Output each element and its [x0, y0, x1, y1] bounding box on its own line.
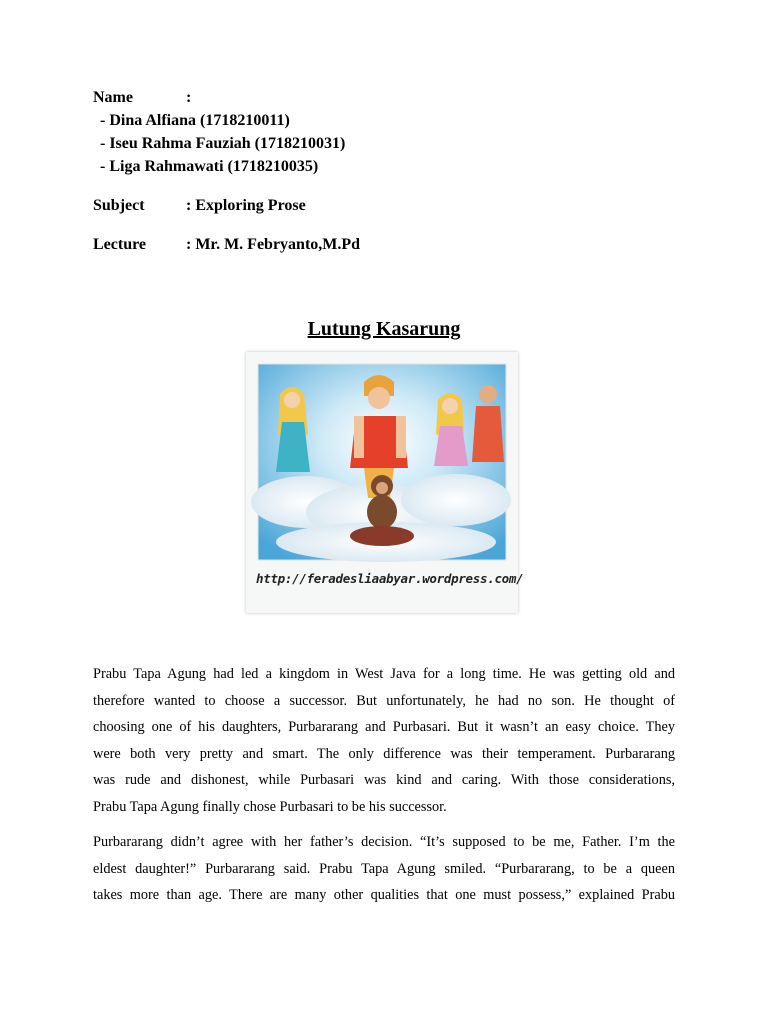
- paragraph-line: therefore wanted to choose a successor. But unfortunately, he had no son. He thought of: [93, 692, 675, 709]
- paragraph-line: Prabu Tapa Agung finally chose Purbasari to be his successor.: [93, 798, 447, 815]
- name-label: Name: [93, 89, 133, 106]
- subject-row: [93, 196, 306, 216]
- paragraph-line: Purbararang didn’t agree with her father’s decision. “It’s supposed to be me, Father. I’m the: [93, 834, 675, 850]
- paragraph-line: takes more than age. There are many other qualities that one must possess,” explained Prabu: [93, 887, 675, 903]
- story-title: Lutung Kasarung: [307, 318, 461, 340]
- subject-value: : Exploring Prose: [186, 197, 306, 214]
- lecture-row: [93, 235, 360, 255]
- paragraph-line: were both very pretty and smart. The only difference was their temperament. Purbararang: [93, 745, 675, 762]
- paragraph-1: [93, 661, 675, 820]
- paragraph-line: eldest daughter!” Purbararang said. Prabu Tapa Agung smiled. “Purbararang, to be a queen: [93, 860, 675, 877]
- lecture-value: : Mr. M. Febryanto,M.Pd: [186, 236, 361, 253]
- paragraph-line: choosing one of his daughters, Purbararang and Purbasari. But it wasn’t an easy choice. They: [93, 719, 675, 735]
- image-caption: http://feradesliaabyar.wordpress.com/: [256, 571, 524, 586]
- story-illustration: [246, 352, 524, 613]
- subject-label: Subject: [93, 197, 145, 214]
- paragraph-line: was rude and dishonest, while Purbasari was kind and caring. With those considerations,: [93, 772, 675, 788]
- paragraph-line: Prabu Tapa Agung had led a kingdom in West Java for a long time. He was getting old and: [93, 666, 675, 682]
- name-separator: :: [186, 89, 192, 106]
- paragraph-2: [93, 829, 675, 909]
- member-3: - Liga Rahmawati (1718210035): [100, 158, 319, 175]
- name-row: [93, 88, 191, 108]
- member-2: - Iseu Rahma Fauziah (1718210031): [100, 135, 346, 152]
- lecture-label: Lecture: [93, 236, 147, 253]
- member-1: - Dina Alfiana (1718210011): [100, 112, 290, 129]
